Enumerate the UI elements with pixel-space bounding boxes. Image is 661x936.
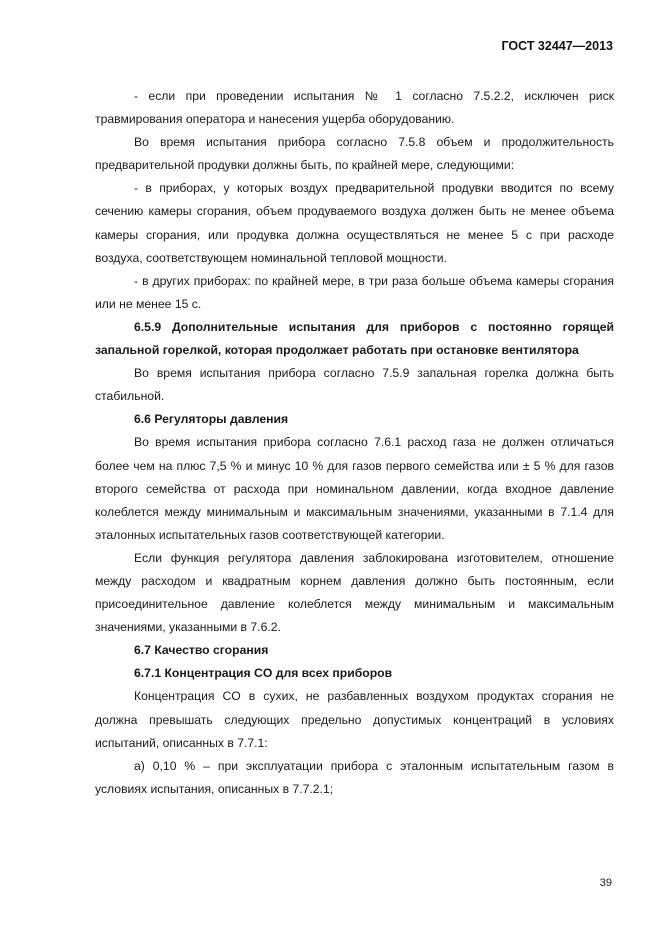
paragraph: Если функция регулятора давления заблокирована изготовителем, отношение между расходом и квадратным корнем давления должно быть постоянным, если присоединительное давление колеблется между минимальным и максимальным значениями, указанными в 7.6.2. xyxy=(95,550,614,635)
page-body xyxy=(95,85,614,801)
section-heading: 6.5.9 Дополнительные испытания для приборов с постоянно горящей запальной горелкой, которая продолжает работать при остановке вентилятора xyxy=(95,319,614,358)
section-heading: 6.7 Качество сгорания xyxy=(134,643,269,658)
page-number: 39 xyxy=(599,877,612,889)
paragraph: Во время испытания прибора согласно 7.6.1 расход газа не должен отличаться более чем на плюс 7,5 % и минус 10 % для газов первого семейства или ± 5 % для газов второго семейства от расхода при номинальном давлении, когда входное давление колеблется между минимальным и максимальным значениями, указанными в 7.1.4 для эталонных испытательных газов соответствующей категории. xyxy=(95,435,614,542)
paragraph: а) 0,10 % – при эксплуатации прибора с эталонным испытательным газом в условиях испытания, описанных в 7.7.2.1; xyxy=(95,758,614,796)
paragraph: Во время испытания прибора согласно 7.5.9 запальная горелка должна быть стабильной. xyxy=(95,366,614,404)
paragraph: Концентрация CO в сухих, не разбавленных воздухом продуктах сгорания не должна превышать следующих предельно допустимых концентраций в условиях испытаний, описанных в 7.7.1: xyxy=(95,689,614,750)
document-id: ГОСТ 32447—2013 xyxy=(501,39,613,53)
paragraph: Во время испытания прибора согласно 7.5.8 объем и продолжительность предварительной продувки должны быть, по крайней мере, следующими: xyxy=(95,135,614,173)
paragraph: - если при проведении испытания № 1 согласно 7.5.2.2, исключен риск травмирования оператора и нанесения ущерба оборудованию. xyxy=(95,89,614,127)
paragraph: - в приборах, у которых воздух предварительной продувки вводится по всему сечению камеры сгорания, объем продуваемого воздуха должен быть не менее объема камеры сгорания, или продувка должна осуществляться не менее 5 с при расходе воздуха, соответствующем номинальной тепловой мощности. xyxy=(95,181,614,265)
paragraph: - в других приборах: по крайней мере, в три раза больше объема камеры сгорания или не менее 15 с. xyxy=(95,273,614,311)
section-heading: 6.7.1 Концентрация CO для всех приборов xyxy=(134,666,393,681)
section-heading: 6.6 Регуляторы давления xyxy=(134,412,289,427)
